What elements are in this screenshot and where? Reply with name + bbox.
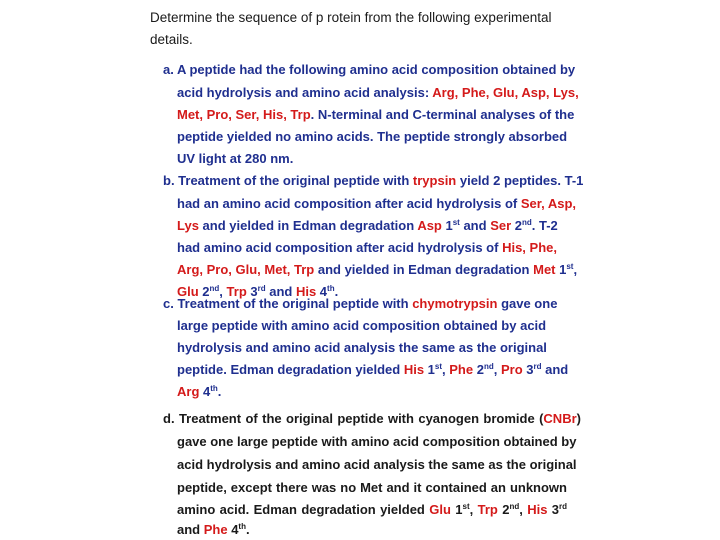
amino-acid: Phe (449, 362, 474, 377)
amino-acid: Ser (490, 218, 512, 233)
amino-acid-list: Met, Pro, Ser, His, Trp (177, 107, 311, 122)
ordinal: th (238, 522, 246, 531)
text: b. Treatment of the original peptide with (163, 173, 413, 188)
ordinal: th (210, 384, 218, 393)
amino-acid-list: His, Phe, (502, 240, 557, 255)
text: . N-terminal and C-terminal analyses of the (310, 107, 575, 122)
text: d. Treatment of the original peptide with cyanogen bromide ( (163, 411, 544, 426)
ordinal: nd (522, 218, 532, 227)
amino-acid: His (295, 284, 317, 299)
text: , (493, 362, 501, 377)
section-d-line-1 (163, 411, 581, 427)
section-a-line-2 (177, 85, 579, 101)
section-d-line-4: peptide, except there was no Met and it contained an unknown (177, 480, 567, 495)
amino-acid: Met (533, 262, 556, 277)
text: had an amino acid composition after acid hydrolysis of (177, 196, 521, 211)
text: ) (576, 411, 581, 426)
section-c-line-1 (163, 296, 557, 312)
text: c. Treatment of the original peptide with (163, 296, 413, 311)
text: 4 (227, 522, 239, 537)
amino-acid-list: Arg, Phe, Glu, Asp, Lys, (432, 85, 579, 100)
ordinal: nd (509, 502, 520, 511)
amino-acid: Phe (203, 522, 228, 537)
text: acid hydrolysis and amino acid analysis: (177, 85, 433, 100)
text: had amino acid composition after acid hydrolysis of (177, 240, 503, 255)
text: . (334, 284, 339, 299)
amino-acid: His (527, 502, 548, 517)
section-a-line-4: peptide yielded no amino acids. The peptide strongly absorbed (177, 129, 568, 144)
text: and (177, 522, 204, 537)
text: 4 (199, 384, 211, 399)
section-b-line-4 (177, 240, 557, 256)
section-a-line-3 (177, 107, 574, 123)
text: 2 (198, 284, 210, 299)
intro-line-1: Determine the sequence of p rotein from the following experimental (150, 10, 552, 25)
amino-acid: Glu (429, 502, 451, 517)
amino-acid-list: Arg, Pro, Glu, Met, Trp (177, 262, 315, 277)
section-a-line-1: a. A peptide had the following amino acid composition obtained by (163, 62, 576, 77)
amino-acid: Arg (177, 384, 200, 399)
ordinal: st (462, 502, 470, 511)
section-c-line-5 (177, 384, 221, 400)
text: 3 (522, 362, 534, 377)
text: , (519, 502, 528, 517)
amino-acid-list: Ser, Asp, (520, 196, 577, 211)
ordinal: rd (559, 502, 568, 511)
ordinal: th (327, 284, 335, 293)
section-d-line-2: gave one large peptide with amino acid composition obtained by (177, 434, 577, 449)
text: 2 (497, 502, 510, 517)
text: . (245, 522, 250, 537)
text: . T-2 (531, 218, 558, 233)
text: and (459, 218, 491, 233)
text: 4 (316, 284, 328, 299)
amino-acid: His (403, 362, 425, 377)
text: and (541, 362, 569, 377)
text: , (219, 284, 227, 299)
ordinal: rd (257, 284, 266, 293)
section-d-line-6 (177, 522, 250, 538)
ordinal: st (434, 362, 443, 371)
enzyme-name: trypsin (412, 173, 457, 188)
amino-acid: Trp (226, 284, 247, 299)
section-c-line-2: large peptide with amino acid composition obtained by acid (177, 318, 547, 333)
section-b-line-1 (163, 173, 583, 189)
text: peptide. Edman degradation yielded (177, 362, 404, 377)
amino-acid: Asp (417, 218, 442, 233)
amino-acid: Trp (477, 502, 498, 517)
amino-acid: Pro (500, 362, 523, 377)
text: 1 (441, 218, 453, 233)
text: 1 (450, 502, 463, 517)
section-b-line-3 (177, 218, 558, 234)
section-c-line-4 (177, 362, 568, 378)
amino-acid: Lys (177, 218, 199, 233)
ordinal: nd (483, 362, 494, 371)
text: and yielded in Edman degradation (314, 262, 534, 277)
text: , (573, 262, 578, 277)
text: 3 (547, 502, 560, 517)
ordinal: st (566, 262, 574, 271)
reagent-name: CNBr (543, 411, 577, 426)
ordinal: nd (209, 284, 220, 293)
text: yield 2 peptides. T-1 (456, 173, 584, 188)
text: amino acid. Edman degradation yielded (177, 502, 430, 517)
text: 2 (511, 218, 522, 233)
section-d-line-3: acid hydrolysis and amino acid analysis the same as the original (177, 457, 577, 472)
section-a-line-5: UV light at 280 nm. (177, 151, 294, 166)
text: . (217, 384, 222, 399)
intro-line-2: details. (150, 32, 193, 47)
section-d-line-5 (177, 502, 567, 518)
text: 1 (555, 262, 567, 277)
section-b-line-2 (177, 196, 576, 212)
text: 2 (473, 362, 484, 377)
ordinal: st (452, 218, 460, 227)
text: , (469, 502, 478, 517)
section-b-line-5 (177, 262, 577, 278)
section-c-line-3: hydrolysis and amino acid analysis the same as the original (177, 340, 547, 355)
text: and yielded in Edman degradation (198, 218, 418, 233)
enzyme-name: chymotrypsin (412, 296, 498, 311)
text: gave one (497, 296, 558, 311)
text: and (265, 284, 296, 299)
ordinal: rd (533, 362, 542, 371)
text: 3 (246, 284, 258, 299)
amino-acid: Glu (177, 284, 199, 299)
text: 1 (424, 362, 435, 377)
text: , (442, 362, 450, 377)
